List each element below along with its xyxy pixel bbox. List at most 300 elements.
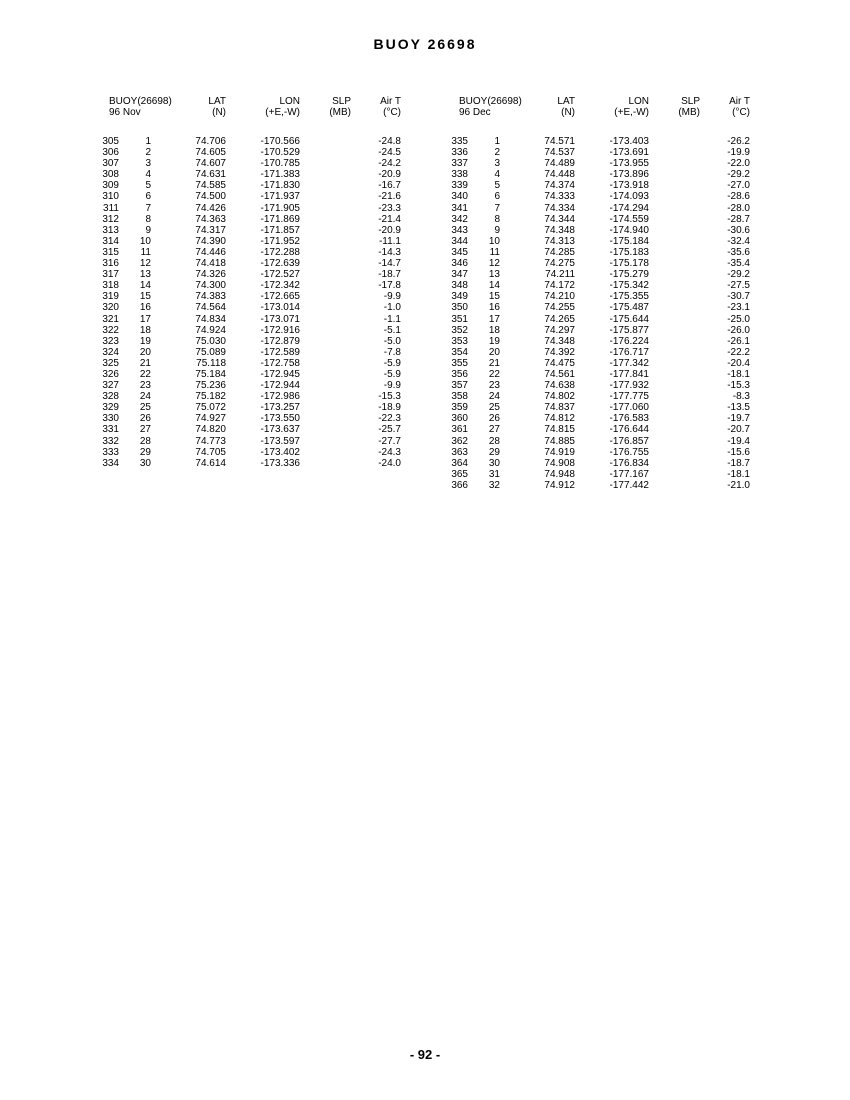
lon-cell: -173.071 <box>260 313 300 325</box>
day-of-year-cell: 315 <box>102 246 119 258</box>
day-cell: 7 <box>145 202 151 214</box>
day-of-year-cell: 335 <box>451 136 468 147</box>
day-cell: 8 <box>494 213 500 225</box>
airt-cell: -25.0 <box>727 313 750 325</box>
lon-cell: -172.879 <box>260 335 300 347</box>
airt-cell: -18.1 <box>727 368 750 380</box>
lon-cell: -175.183 <box>609 246 649 258</box>
lon-cell: -173.918 <box>609 180 649 192</box>
day-of-year-cell: 358 <box>451 391 468 403</box>
day-cell: 16 <box>488 302 500 314</box>
lon-cell: -177.932 <box>609 380 649 392</box>
lat-cell: 74.585 <box>195 180 226 192</box>
day-of-year-cell: 324 <box>102 346 119 358</box>
day-of-year-cell: 334 <box>102 457 119 469</box>
lat-cell: 74.475 <box>544 357 575 369</box>
airt-cell: -9.9 <box>383 291 401 303</box>
lat-cell: 74.561 <box>544 368 575 380</box>
day-of-year-cell: 361 <box>451 424 468 436</box>
lat-cell: 74.211 <box>545 269 575 281</box>
lat-cell: 74.210 <box>544 291 575 303</box>
day-of-year-cell: 305 <box>102 136 119 147</box>
day-of-year-cell: 319 <box>102 291 119 303</box>
lat-cell: 74.418 <box>195 258 226 270</box>
lat-cell: 75.236 <box>195 380 226 392</box>
lon-cell: -171.383 <box>260 169 300 181</box>
day-of-year-cell: 309 <box>102 180 119 192</box>
lat-cell: 74.448 <box>544 169 575 181</box>
day-cell: 3 <box>145 158 151 170</box>
header-lon-unit: (+E,-W) <box>265 107 300 118</box>
day-cell: 12 <box>139 258 151 270</box>
day-of-year-cell: 343 <box>451 224 468 236</box>
airt-cell: -23.1 <box>727 302 750 314</box>
lon-cell: -173.336 <box>260 457 300 469</box>
lat-cell: 74.631 <box>195 169 226 181</box>
day-cell: 23 <box>139 380 151 392</box>
day-of-year-cell: 316 <box>102 258 119 270</box>
day-cell: 3 <box>494 158 500 170</box>
airt-cell: -14.7 <box>378 258 401 270</box>
day-cell: 22 <box>139 368 151 380</box>
day-cell: 15 <box>488 291 500 303</box>
airt-cell: -1.0 <box>383 302 401 314</box>
lon-cell: -173.014 <box>260 302 300 314</box>
lon-cell: -176.857 <box>609 435 649 447</box>
airt-cell: -25.7 <box>378 424 401 436</box>
day-cell: 20 <box>139 346 151 358</box>
lat-cell: 74.333 <box>544 191 575 203</box>
lat-cell: 74.348 <box>544 224 575 236</box>
day-cell: 27 <box>139 424 151 436</box>
day-of-year-cell: 328 <box>102 391 119 403</box>
lon-cell: -177.841 <box>609 368 649 380</box>
lon-cell: -172.342 <box>260 280 300 292</box>
lon-cell: -172.665 <box>260 291 300 303</box>
lon-cell: -174.093 <box>609 191 649 203</box>
day-cell: 10 <box>488 235 500 247</box>
day-cell: 12 <box>488 258 500 270</box>
airt-cell: -27.0 <box>727 180 750 192</box>
lat-cell: 74.834 <box>195 313 226 325</box>
day-cell: 25 <box>139 402 151 414</box>
lat-cell: 74.500 <box>195 191 226 203</box>
lat-cell: 74.348 <box>544 335 575 347</box>
lon-cell: -172.944 <box>260 380 300 392</box>
lon-cell: -174.294 <box>609 202 649 214</box>
airt-cell: -28.0 <box>727 202 750 214</box>
day-cell: 18 <box>139 324 151 336</box>
airt-cell: -11.1 <box>378 235 401 247</box>
airt-cell: -18.9 <box>378 402 401 414</box>
airt-cell: -24.8 <box>378 136 401 147</box>
day-of-year-cell: 346 <box>451 258 468 270</box>
lon-cell: -177.442 <box>609 479 649 491</box>
lat-cell: 74.912 <box>544 479 575 491</box>
lat-cell: 74.426 <box>195 202 226 214</box>
lat-cell: 74.614 <box>195 457 226 469</box>
airt-cell: -15.3 <box>727 380 750 392</box>
day-of-year-cell: 359 <box>451 402 468 414</box>
lat-cell: 74.908 <box>544 457 575 469</box>
lat-cell: 74.773 <box>195 435 226 447</box>
day-of-year-cell: 351 <box>451 313 468 325</box>
day-of-year-cell: 355 <box>451 357 468 369</box>
lon-cell: -173.597 <box>260 435 300 447</box>
day-cell: 7 <box>494 202 500 214</box>
day-of-year-cell: 348 <box>451 280 468 292</box>
day-cell: 11 <box>489 246 500 258</box>
lon-cell: -171.857 <box>260 224 300 236</box>
lat-cell: 74.802 <box>544 391 575 403</box>
lon-cell: -176.717 <box>609 346 649 358</box>
day-cell: 13 <box>139 269 151 281</box>
day-of-year-cell: 340 <box>451 191 468 203</box>
day-cell: 24 <box>488 391 500 403</box>
day-cell: 1 <box>145 136 151 147</box>
lat-cell: 74.172 <box>544 280 575 292</box>
lat-cell: 74.605 <box>195 147 226 159</box>
lat-cell: 74.537 <box>544 147 575 159</box>
day-cell: 19 <box>488 335 500 347</box>
airt-cell: -20.7 <box>727 424 750 436</box>
lon-cell: -173.637 <box>260 424 300 436</box>
day-cell: 26 <box>488 413 500 425</box>
day-cell: 32 <box>488 479 500 491</box>
lon-cell: -175.644 <box>609 313 649 325</box>
day-of-year-cell: 313 <box>102 224 119 236</box>
lon-cell: -173.955 <box>609 158 649 170</box>
lon-cell: -172.986 <box>260 391 300 403</box>
header-lon-unit: (+E,-W) <box>614 107 649 118</box>
day-cell: 18 <box>488 324 500 336</box>
airt-cell: -19.9 <box>727 147 750 159</box>
lon-cell: -175.355 <box>609 291 649 303</box>
day-of-year-cell: 353 <box>451 335 468 347</box>
lat-cell: 74.255 <box>544 302 575 314</box>
airt-cell: -7.8 <box>383 346 401 358</box>
day-cell: 1 <box>494 136 500 147</box>
lon-cell: -175.184 <box>609 235 649 247</box>
day-of-year-cell: 365 <box>451 468 468 480</box>
lon-cell: -176.583 <box>609 413 649 425</box>
day-of-year-cell: 354 <box>451 346 468 358</box>
day-cell: 30 <box>139 457 151 469</box>
lon-cell: -176.834 <box>609 457 649 469</box>
airt-cell: -28.6 <box>727 191 750 203</box>
day-cell: 21 <box>139 357 151 369</box>
lon-cell: -176.644 <box>609 424 649 436</box>
header-lat-unit: (N) <box>561 107 575 118</box>
lat-cell: 74.446 <box>195 246 226 258</box>
lat-cell: 74.363 <box>195 213 226 225</box>
airt-cell: -29.2 <box>727 269 750 281</box>
lon-cell: -173.691 <box>609 147 649 159</box>
day-of-year-cell: 327 <box>102 380 119 392</box>
day-cell: 5 <box>494 180 500 192</box>
day-of-year-cell: 349 <box>451 291 468 303</box>
day-of-year-cell: 344 <box>451 235 468 247</box>
lon-cell: -171.952 <box>260 235 300 247</box>
lon-cell: -173.257 <box>260 402 300 414</box>
day-cell: 17 <box>139 313 151 325</box>
airt-cell: -15.6 <box>727 446 750 458</box>
airt-cell: -27.5 <box>727 280 750 292</box>
day-cell: 5 <box>145 180 151 192</box>
lon-cell: -173.402 <box>260 446 300 458</box>
airt-cell: -20.4 <box>727 357 750 369</box>
day-cell: 2 <box>494 147 500 159</box>
lat-cell: 74.924 <box>195 324 226 336</box>
lat-cell: 74.297 <box>544 324 575 336</box>
airt-cell: -20.9 <box>378 224 401 236</box>
lon-cell: -174.940 <box>609 224 649 236</box>
day-of-year-cell: 366 <box>451 479 468 491</box>
day-cell: 28 <box>139 435 151 447</box>
airt-cell: -30.6 <box>727 224 750 236</box>
lon-cell: -172.945 <box>260 368 300 380</box>
day-of-year-cell: 306 <box>102 147 119 159</box>
day-cell: 8 <box>145 213 151 225</box>
lon-cell: -171.830 <box>260 180 300 192</box>
lon-cell: -175.487 <box>609 302 649 314</box>
header-lon: LON <box>628 96 649 107</box>
lon-cell: -177.060 <box>609 402 649 414</box>
airt-cell: -21.4 <box>378 213 401 225</box>
lat-cell: 74.265 <box>544 313 575 325</box>
airt-cell: -5.0 <box>383 335 401 347</box>
airt-cell: -27.7 <box>378 435 401 447</box>
day-of-year-cell: 338 <box>451 169 468 181</box>
header-slp: SLP <box>681 96 700 107</box>
lon-cell: -176.224 <box>609 335 649 347</box>
airt-cell: -24.5 <box>378 147 401 159</box>
day-of-year-cell: 342 <box>451 213 468 225</box>
day-of-year-cell: 364 <box>451 457 468 469</box>
day-of-year-cell: 310 <box>102 191 119 203</box>
airt-cell: -20.9 <box>378 169 401 181</box>
airt-cell: -35.4 <box>727 258 750 270</box>
lat-cell: 74.706 <box>195 136 226 147</box>
lat-cell: 74.815 <box>544 424 575 436</box>
day-of-year-cell: 350 <box>451 302 468 314</box>
lon-cell: -172.916 <box>260 324 300 336</box>
day-cell: 4 <box>145 169 151 181</box>
day-of-year-cell: 332 <box>102 435 119 447</box>
lat-cell: 74.820 <box>195 424 226 436</box>
day-of-year-cell: 326 <box>102 368 119 380</box>
lat-cell: 74.571 <box>544 136 575 147</box>
airt-cell: -35.6 <box>727 246 750 258</box>
airt-cell: -24.0 <box>378 457 401 469</box>
day-of-year-cell: 345 <box>451 246 468 258</box>
lon-cell: -172.527 <box>260 269 300 281</box>
day-cell: 29 <box>139 446 151 458</box>
airt-cell: -22.2 <box>727 346 750 358</box>
lat-cell: 74.489 <box>544 158 575 170</box>
day-of-year-cell: 339 <box>451 180 468 192</box>
lon-cell: -175.279 <box>609 269 649 281</box>
airt-cell: -5.1 <box>383 324 401 336</box>
airt-cell: -19.7 <box>727 413 750 425</box>
day-of-year-cell: 314 <box>102 235 119 247</box>
day-cell: 30 <box>488 457 500 469</box>
day-of-year-cell: 325 <box>102 357 119 369</box>
airt-cell: -5.9 <box>383 357 401 369</box>
airt-cell: -30.7 <box>727 291 750 303</box>
header-slp-unit: (MB) <box>678 107 700 118</box>
day-cell: 31 <box>488 468 500 480</box>
header-lat-unit: (N) <box>212 107 226 118</box>
day-of-year-cell: 352 <box>451 324 468 336</box>
header-buoy: BUOY(26698) <box>459 96 522 107</box>
lat-cell: 74.564 <box>195 302 226 314</box>
lat-cell: 75.182 <box>195 391 226 403</box>
day-cell: 10 <box>139 235 151 247</box>
lat-cell: 74.275 <box>544 258 575 270</box>
lon-cell: -174.559 <box>609 213 649 225</box>
day-cell: 29 <box>488 446 500 458</box>
lat-cell: 74.300 <box>195 280 226 292</box>
lat-cell: 75.184 <box>195 368 226 380</box>
day-cell: 15 <box>139 291 151 303</box>
lon-cell: -175.178 <box>609 258 649 270</box>
airt-cell: -18.7 <box>378 269 401 281</box>
airt-cell: -9.9 <box>383 380 401 392</box>
lat-cell: 74.374 <box>544 180 575 192</box>
lat-cell: 74.812 <box>544 413 575 425</box>
lat-cell: 74.313 <box>544 235 575 247</box>
day-cell: 28 <box>488 435 500 447</box>
day-cell: 19 <box>139 335 151 347</box>
day-of-year-cell: 357 <box>451 380 468 392</box>
day-cell: 17 <box>488 313 500 325</box>
airt-cell: -21.6 <box>378 191 401 203</box>
lon-cell: -172.288 <box>260 246 300 258</box>
header-airt: Air T <box>729 96 750 107</box>
lon-cell: -172.758 <box>260 357 300 369</box>
lat-cell: 75.089 <box>195 346 226 358</box>
header-airt-unit: (°C) <box>383 107 401 118</box>
lat-cell: 75.072 <box>195 402 226 414</box>
airt-cell: -23.3 <box>378 202 401 214</box>
lon-cell: -176.755 <box>609 446 649 458</box>
lon-cell: -175.877 <box>609 324 649 336</box>
page-number: - 92 - <box>409 1047 441 1062</box>
lon-cell: -170.529 <box>260 147 300 159</box>
day-of-year-cell: 312 <box>102 213 119 225</box>
day-of-year-cell: 308 <box>102 169 119 181</box>
header-slp-unit: (MB) <box>329 107 351 118</box>
airt-cell: -17.8 <box>378 280 401 292</box>
day-cell: 4 <box>494 169 500 181</box>
airt-cell: -15.3 <box>378 391 401 403</box>
day-cell: 22 <box>488 368 500 380</box>
lat-cell: 74.607 <box>195 158 226 170</box>
airt-cell: -22.0 <box>727 158 750 170</box>
day-of-year-cell: 330 <box>102 413 119 425</box>
day-cell: 27 <box>488 424 500 436</box>
airt-cell: -22.3 <box>378 413 401 425</box>
day-of-year-cell: 321 <box>102 313 119 325</box>
airt-cell: -14.3 <box>378 246 401 258</box>
lat-cell: 74.885 <box>544 435 575 447</box>
day-cell: 20 <box>488 346 500 358</box>
header-month: 96 Nov <box>109 107 141 118</box>
day-of-year-cell: 318 <box>102 280 119 292</box>
day-cell: 24 <box>139 391 151 403</box>
airt-cell: -5.9 <box>383 368 401 380</box>
lat-cell: 74.317 <box>195 224 226 236</box>
header-lat: LAT <box>208 96 226 107</box>
day-of-year-cell: 362 <box>451 435 468 447</box>
airt-cell: -26.0 <box>727 324 750 336</box>
day-of-year-cell: 322 <box>102 324 119 336</box>
lon-cell: -173.550 <box>260 413 300 425</box>
lat-cell: 74.390 <box>195 235 226 247</box>
lon-cell: -173.403 <box>609 136 649 147</box>
airt-cell: -28.7 <box>727 213 750 225</box>
lat-cell: 74.344 <box>544 213 575 225</box>
airt-cell: -32.4 <box>727 235 750 247</box>
lat-cell: 75.118 <box>196 357 226 369</box>
day-cell: 9 <box>494 224 500 236</box>
lat-cell: 75.030 <box>195 335 226 347</box>
airt-cell: -13.5 <box>727 402 750 414</box>
airt-cell: -26.1 <box>727 335 750 347</box>
lat-cell: 74.326 <box>195 269 226 281</box>
day-cell: 9 <box>145 224 151 236</box>
header-airt: Air T <box>380 96 401 107</box>
lon-cell: -177.775 <box>609 391 649 403</box>
day-of-year-cell: 341 <box>451 202 468 214</box>
lat-cell: 74.638 <box>544 380 575 392</box>
day-cell: 23 <box>488 380 500 392</box>
day-of-year-cell: 331 <box>102 424 119 436</box>
day-cell: 13 <box>488 269 500 281</box>
lon-cell: -173.896 <box>609 169 649 181</box>
page-title: BUOY 26698 <box>373 36 477 52</box>
day-of-year-cell: 329 <box>102 402 119 414</box>
day-of-year-cell: 323 <box>102 335 119 347</box>
airt-cell: -21.0 <box>727 479 750 491</box>
day-of-year-cell: 336 <box>451 147 468 159</box>
day-cell: 6 <box>494 191 500 203</box>
airt-cell: -16.7 <box>378 180 401 192</box>
day-cell: 26 <box>139 413 151 425</box>
lon-cell: -170.566 <box>260 136 300 147</box>
airt-cell: -18.7 <box>727 457 750 469</box>
day-of-year-cell: 337 <box>451 158 468 170</box>
lon-cell: -175.342 <box>609 280 649 292</box>
airt-cell: -24.3 <box>378 446 401 458</box>
lat-cell: 74.334 <box>544 202 575 214</box>
lon-cell: -170.785 <box>260 158 300 170</box>
day-cell: 11 <box>140 246 151 258</box>
airt-cell: -26.2 <box>727 136 750 147</box>
lat-cell: 74.285 <box>544 246 575 258</box>
lat-cell: 74.383 <box>195 291 226 303</box>
lat-cell: 74.948 <box>544 468 575 480</box>
lon-cell: -171.869 <box>260 213 300 225</box>
day-of-year-cell: 311 <box>103 202 119 214</box>
airt-cell: -29.2 <box>727 169 750 181</box>
day-of-year-cell: 356 <box>451 368 468 380</box>
day-cell: 2 <box>145 147 151 159</box>
day-cell: 6 <box>145 191 151 203</box>
header-month: 96 Dec <box>459 107 491 118</box>
day-of-year-cell: 320 <box>102 302 119 314</box>
